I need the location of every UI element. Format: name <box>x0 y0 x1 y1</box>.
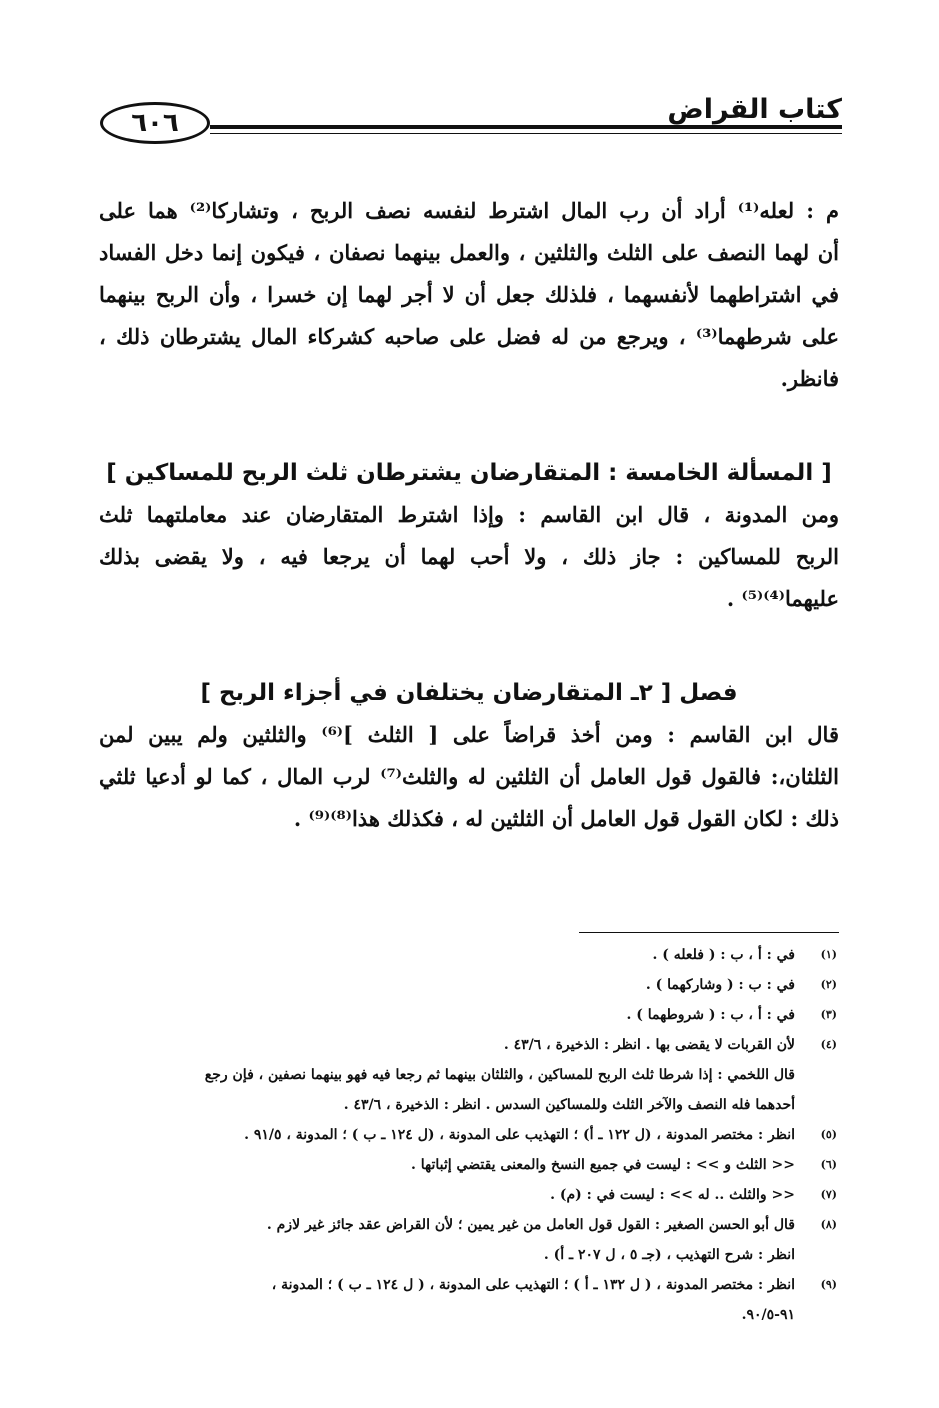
footnote-text: في : أ ، ب : ( شروطهما ) . <box>626 1007 795 1023</box>
footnote-text: << الثلث و >> : ليست في جميع النسخ والمعنى يقتضي إثباتها . <box>411 1157 795 1173</box>
header-rule-thin <box>210 133 842 134</box>
book-title: كتاب القراض <box>667 94 842 125</box>
header-rule <box>210 125 842 129</box>
footnote-number: (٣) <box>820 1008 837 1021</box>
footnote-text: لأن القربات لا يقضى بها . انظر : الذخيرة ، ٤٣/٦ . <box>503 1037 795 1053</box>
footnote <box>99 1270 839 1330</box>
text-line: ومن المدونة ، قال ابن القاسم : وإذا اشترط المتقارضان عند معاملتهما ثلث <box>99 502 839 527</box>
footnote-text: << والثلث .. له >> : ليست في : (م) . <box>550 1187 795 1203</box>
text-line: ذلك : لكان القول قول العامل أن الثلثين له ، فكذلك هذا⁽⁸⁾⁽⁹⁾ . <box>293 806 839 831</box>
footnote-text: انظر : مختصر المدونة ، (ل ١٢٢ ـ أ) ؛ التهذيب على المدونة ، (ل ١٢٤ ـ ب ) ؛ المدونة ، ٩١/٥ . <box>244 1127 795 1143</box>
footnote <box>99 1150 839 1180</box>
text-line: قال ابن القاسم : ومن أخذ قراضاً على [ الثلث ]⁽⁶⁾ والثلثين ولم يبين لمن <box>99 722 839 747</box>
text-line: أن لهما النصف على الثلث والثلثين ، والعمل بينهما نصفان ، فيكون إنما دخل الفساد <box>99 240 839 265</box>
footnote-number: (٥) <box>820 1128 837 1141</box>
fasl-heading: فصل [ ٢ـ المتقارضان يختلفان في أجزاء الربح ] <box>200 680 738 706</box>
footnote-text: في : ب : ( وشاركهما ) . <box>645 977 795 993</box>
text-line: على شرطهما⁽³⁾ ، ويرجع من له فضل على صاحبه كشركاء المال يشترطان ذلك ، <box>99 324 839 349</box>
footnote-number: (١) <box>820 948 837 961</box>
text-line: الثلثان،: فالقول قول العامل أن الثلثين له والثلث⁽⁷⁾ لرب المال ، كما لو أدعيا ثلثي <box>99 764 839 789</box>
footnote-text: قال اللخمي : إذا شرطا ثلث الربح للمساكين ، والثلثان بينهما ثم رجعا فيه فهو بينهما نصفين ، فإن رجع <box>204 1067 795 1083</box>
text-line: م : لعله⁽¹⁾ أراد أن رب المال اشترط لنفسه نصف الربح ، وتشاركا⁽²⁾ هما على <box>99 198 839 223</box>
footnote-text: ٩١-٩٠/٥. <box>741 1307 795 1323</box>
text-line: فانظر. <box>780 366 839 391</box>
footnote <box>99 1210 839 1270</box>
footnote-number: (٩) <box>820 1278 837 1291</box>
footnote-text: انظر : شرح التهذيب ، (جـ ٥ ، ل ٢٠٧ ـ أ) . <box>543 1247 795 1263</box>
footnote <box>99 940 839 970</box>
page-number: ٦٠٦ <box>100 102 210 144</box>
footnote <box>99 970 839 1000</box>
footnote <box>99 1000 839 1030</box>
fasl-2 <box>99 672 839 840</box>
running-header <box>100 92 842 148</box>
footnote-number: (٤) <box>820 1038 837 1051</box>
text-line: في اشتراطهما لأنفسهما ، فلذلك جعل أن لا أجر لهما إن خسرا ، وأن الربح بينهما <box>99 282 839 307</box>
footnote-text: في : أ ، ب : ( فلعله ) . <box>652 947 795 963</box>
footnote-number: (٨) <box>820 1218 837 1231</box>
section-heading: [ المسألة الخامسة : المتقارضان يشترطان ثلث الربح للمساكين ] <box>106 460 832 486</box>
footnotes <box>99 940 839 1330</box>
footnote-text: أحدهما فله النصف والآخر الثلث وللمساكين السدس . انظر : الذخيرة ، ٤٣/٦ . <box>343 1097 795 1113</box>
footnote-number: (٧) <box>820 1188 837 1201</box>
footnote <box>99 1030 839 1120</box>
footnote-text: قال أبو الحسن الصغير : القول قول العامل من غير يمين ؛ لأن القراض عقد جائز غير لازم . <box>266 1217 795 1233</box>
footnote-text: انظر : مختصر المدونة ، ( ل ١٣٢ ـ أ ) ؛ التهذيب على المدونة ، ( ل ١٢٤ ـ ب ) ؛ المدونة ، <box>271 1277 795 1293</box>
footnote <box>99 1120 839 1150</box>
footnote-separator <box>579 932 839 933</box>
footnote <box>99 1180 839 1210</box>
paragraph-1 <box>99 190 839 400</box>
text-line: الربح للمساكين : جاز ذلك ، ولا أحب لهما أن يرجعا فيه ، ولا يقضى بذلك <box>99 544 839 569</box>
text-line: عليهما⁽⁴⁾⁽⁵⁾ . <box>726 586 839 611</box>
section-5 <box>99 452 839 620</box>
footnote-number: (٢) <box>820 978 837 991</box>
footnote-number: (٦) <box>820 1158 837 1171</box>
